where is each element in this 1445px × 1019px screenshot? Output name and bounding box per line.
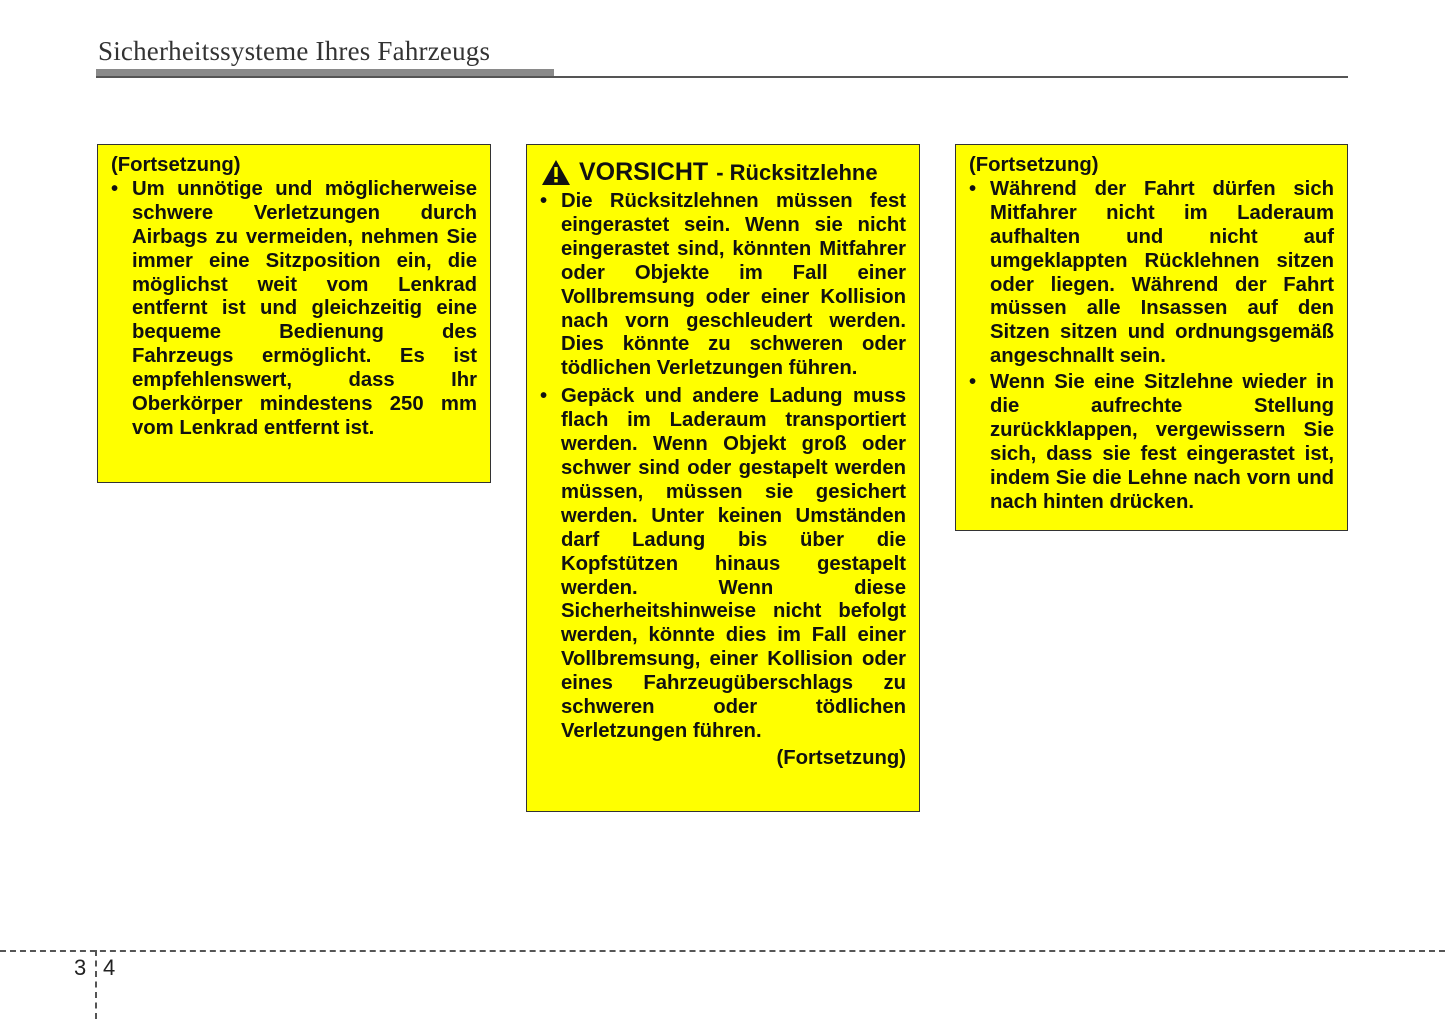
notice-box-left	[97, 144, 491, 483]
bullet-icon: •	[540, 190, 548, 212]
list-item-text: Um unnötige und möglicherweise schwere Verletzungen durch Airbags zu vermeiden, nehmen Sie immer eine Sitzposition ein, die möglichst weit vom Lenkrad entfernt ist und gleichzeitig eine bequeme Bedienung des Fahrzeugs ermöglicht. Es ist empfehlenswert, dass Ihr Oberkörper mindestens 250 mm vom Lenkrad entfernt ist.	[132, 177, 477, 439]
bullet-icon: •	[969, 371, 977, 394]
continuation-label: (Fortsetzung)	[776, 746, 906, 769]
continuation-label: (Fortsetzung)	[969, 154, 1099, 176]
bullet-icon: •	[969, 177, 977, 200]
bullet-icon: •	[111, 177, 119, 200]
list-item	[969, 371, 1334, 514]
list-item-text: Die Rücksitzlehnen müssen fest eingerastet sein. Wenn sie nicht eingerastet sind, könnten Mitfahrer oder Objekte im Fall einer Vollbremsung oder einer Kollision nach vorn geschleudert werden. Dies könnte zu schweren oder tödlichen Verletzungen führen.	[561, 190, 906, 380]
notice-box-right	[955, 144, 1348, 531]
list-item	[540, 385, 906, 744]
caution-box-rear-seatback	[526, 144, 920, 812]
list-item	[111, 178, 477, 441]
caution-label: VORSICHT	[579, 157, 709, 186]
bullet-list	[540, 190, 906, 744]
list-item-text: Gepäck und andere Ladung muss flach im Laderaum transportiert werden. Wenn Objekt groß oder schwer sind oder gestapelt werden müssen, müssen sie gesichert werden. Unter keinen Umständen darf Ladung bis über die Kopfstützen hinaus gestapelt werden. Wenn diese Sicherheitshinweise nicht befolgt werden, könnte dies im Fall einer Vollbremsung, einer Kollision oder eines Fahrzeugüberschlags zu schweren oder tödlichen Verletzungen führen.	[561, 385, 906, 742]
list-item	[969, 178, 1334, 369]
caution-subtitle: - Rücksitzlehne	[716, 159, 878, 185]
list-item-text: Wenn Sie eine Sitzlehne wieder in die aufrechte Stellung zurückklappen, vergewissern Sie sich, dass sie fest eingerastet ist, indem Sie die Lehne nach vorn und nach hinten drücken.	[990, 371, 1334, 513]
list-item-text: Während der Fahrt dürfen sich Mitfahrer nicht im Laderaum aufhalten und nicht auf umgeklappten Rücklehnen sitzen oder liegen. Während der Fahrt müssen alle Insassen auf den Sitzen sitzen und ordnungsgemäß angeschnallt sein.	[990, 177, 1334, 368]
bullet-list	[111, 178, 477, 441]
section-number: 3	[74, 955, 87, 980]
page-number: 4	[103, 955, 116, 980]
bullet-list	[969, 178, 1334, 515]
footer-dashed-rule	[0, 950, 1445, 952]
header-rule-thin	[96, 76, 1348, 78]
warning-triangle-icon	[541, 159, 571, 186]
bullet-icon: •	[540, 385, 548, 408]
page-header-title: Sicherheitssysteme Ihres Fahrzeugs	[98, 36, 491, 66]
footer-dashed-divider	[95, 950, 97, 1019]
caution-heading	[540, 159, 906, 186]
list-item	[540, 190, 906, 381]
continuation-label: (Fortsetzung)	[111, 154, 241, 176]
